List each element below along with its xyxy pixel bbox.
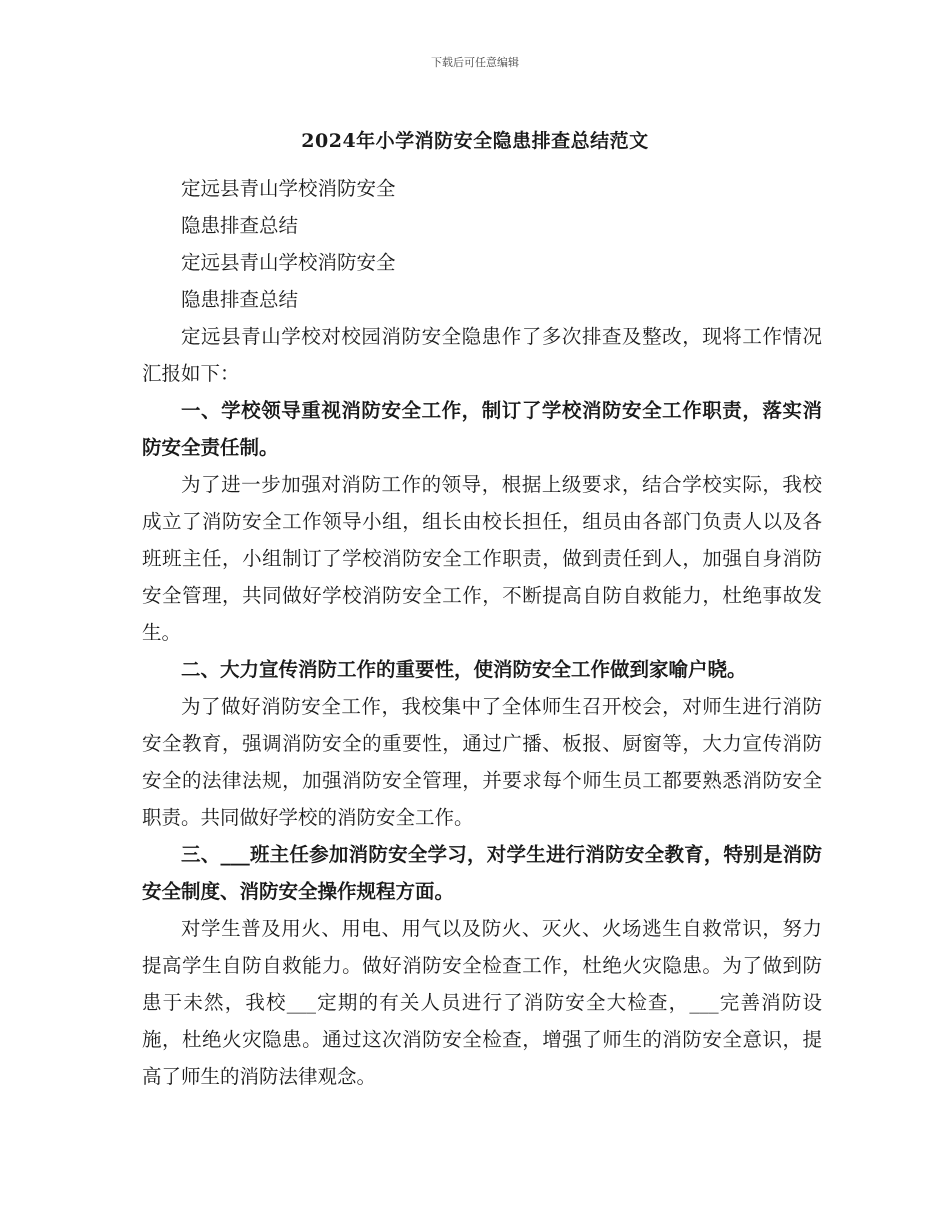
paragraph-7: 为了做好消防安全工作，我校集中了全体师生召开校会，对师生进行消防安全教育，强调消防安全的重要性，通过广播、板报、厨窗等，大力宣传消防安全的法律法规，加强消防安全管理，并要求每个师生员工都要熟悉消防安全职责。共同做好学校的消防安全工作。 (142, 695, 822, 829)
document-body (142, 170, 822, 1095)
section-heading-3: 三、___班主任参加消防安全学习，对学生进行消防安全教育，特别是消防安全制度、消防安全操作规程方面。 (142, 843, 822, 903)
paragraph-2: 隐患排查总结 (181, 214, 299, 237)
document-title: 2024年小学消防安全隐患排查总结范文 (301, 130, 649, 152)
paragraph-5: 定远县青山学校对校园消防安全隐患作了多次排查及整改，现将工作情况汇报如下： (142, 325, 822, 385)
paragraph-4: 隐患排查总结 (181, 288, 299, 311)
paragraph-6: 为了进一步加强对消防工作的领导，根据上级要求，结合学校实际，我校成立了消防安全工作领导小组，组长由校长担任，组员由各部门负责人以及各班班主任，小组制订了学校消防安全工作职责，做到责任到人，加强自身消防安全管理，共同做好学校消防安全工作，不断提高自防自救能力，杜绝事故发生。 (142, 473, 822, 644)
section-heading-2: 二、大力宣传消防工作的重要性，使消防安全工作做到家喻户晓。 (181, 658, 747, 681)
header-note: 下载后可任意编辑 (431, 56, 519, 69)
paragraph-3: 定远县青山学校消防安全 (181, 251, 396, 274)
section-heading-1: 一、学校领导重视消防安全工作，制订了学校消防安全工作职责，落实消防安全责任制。 (142, 399, 822, 459)
paragraph-1: 定远县青山学校消防安全 (181, 177, 396, 200)
paragraph-8: 对学生普及用火、用电、用气以及防火、灭火、火场逃生自救常识，努力提高学生自防自救能力。做好消防安全检查工作，杜绝火灾隐患。为了做到防患于未然，我校___定期的有关人员进行了消防安全大检查，___完善消防设施，杜绝火灾隐患。通过这次消防安全检查，增强了师生的消防安全意识，提高了师生的消防法律观念。 (142, 917, 822, 1088)
